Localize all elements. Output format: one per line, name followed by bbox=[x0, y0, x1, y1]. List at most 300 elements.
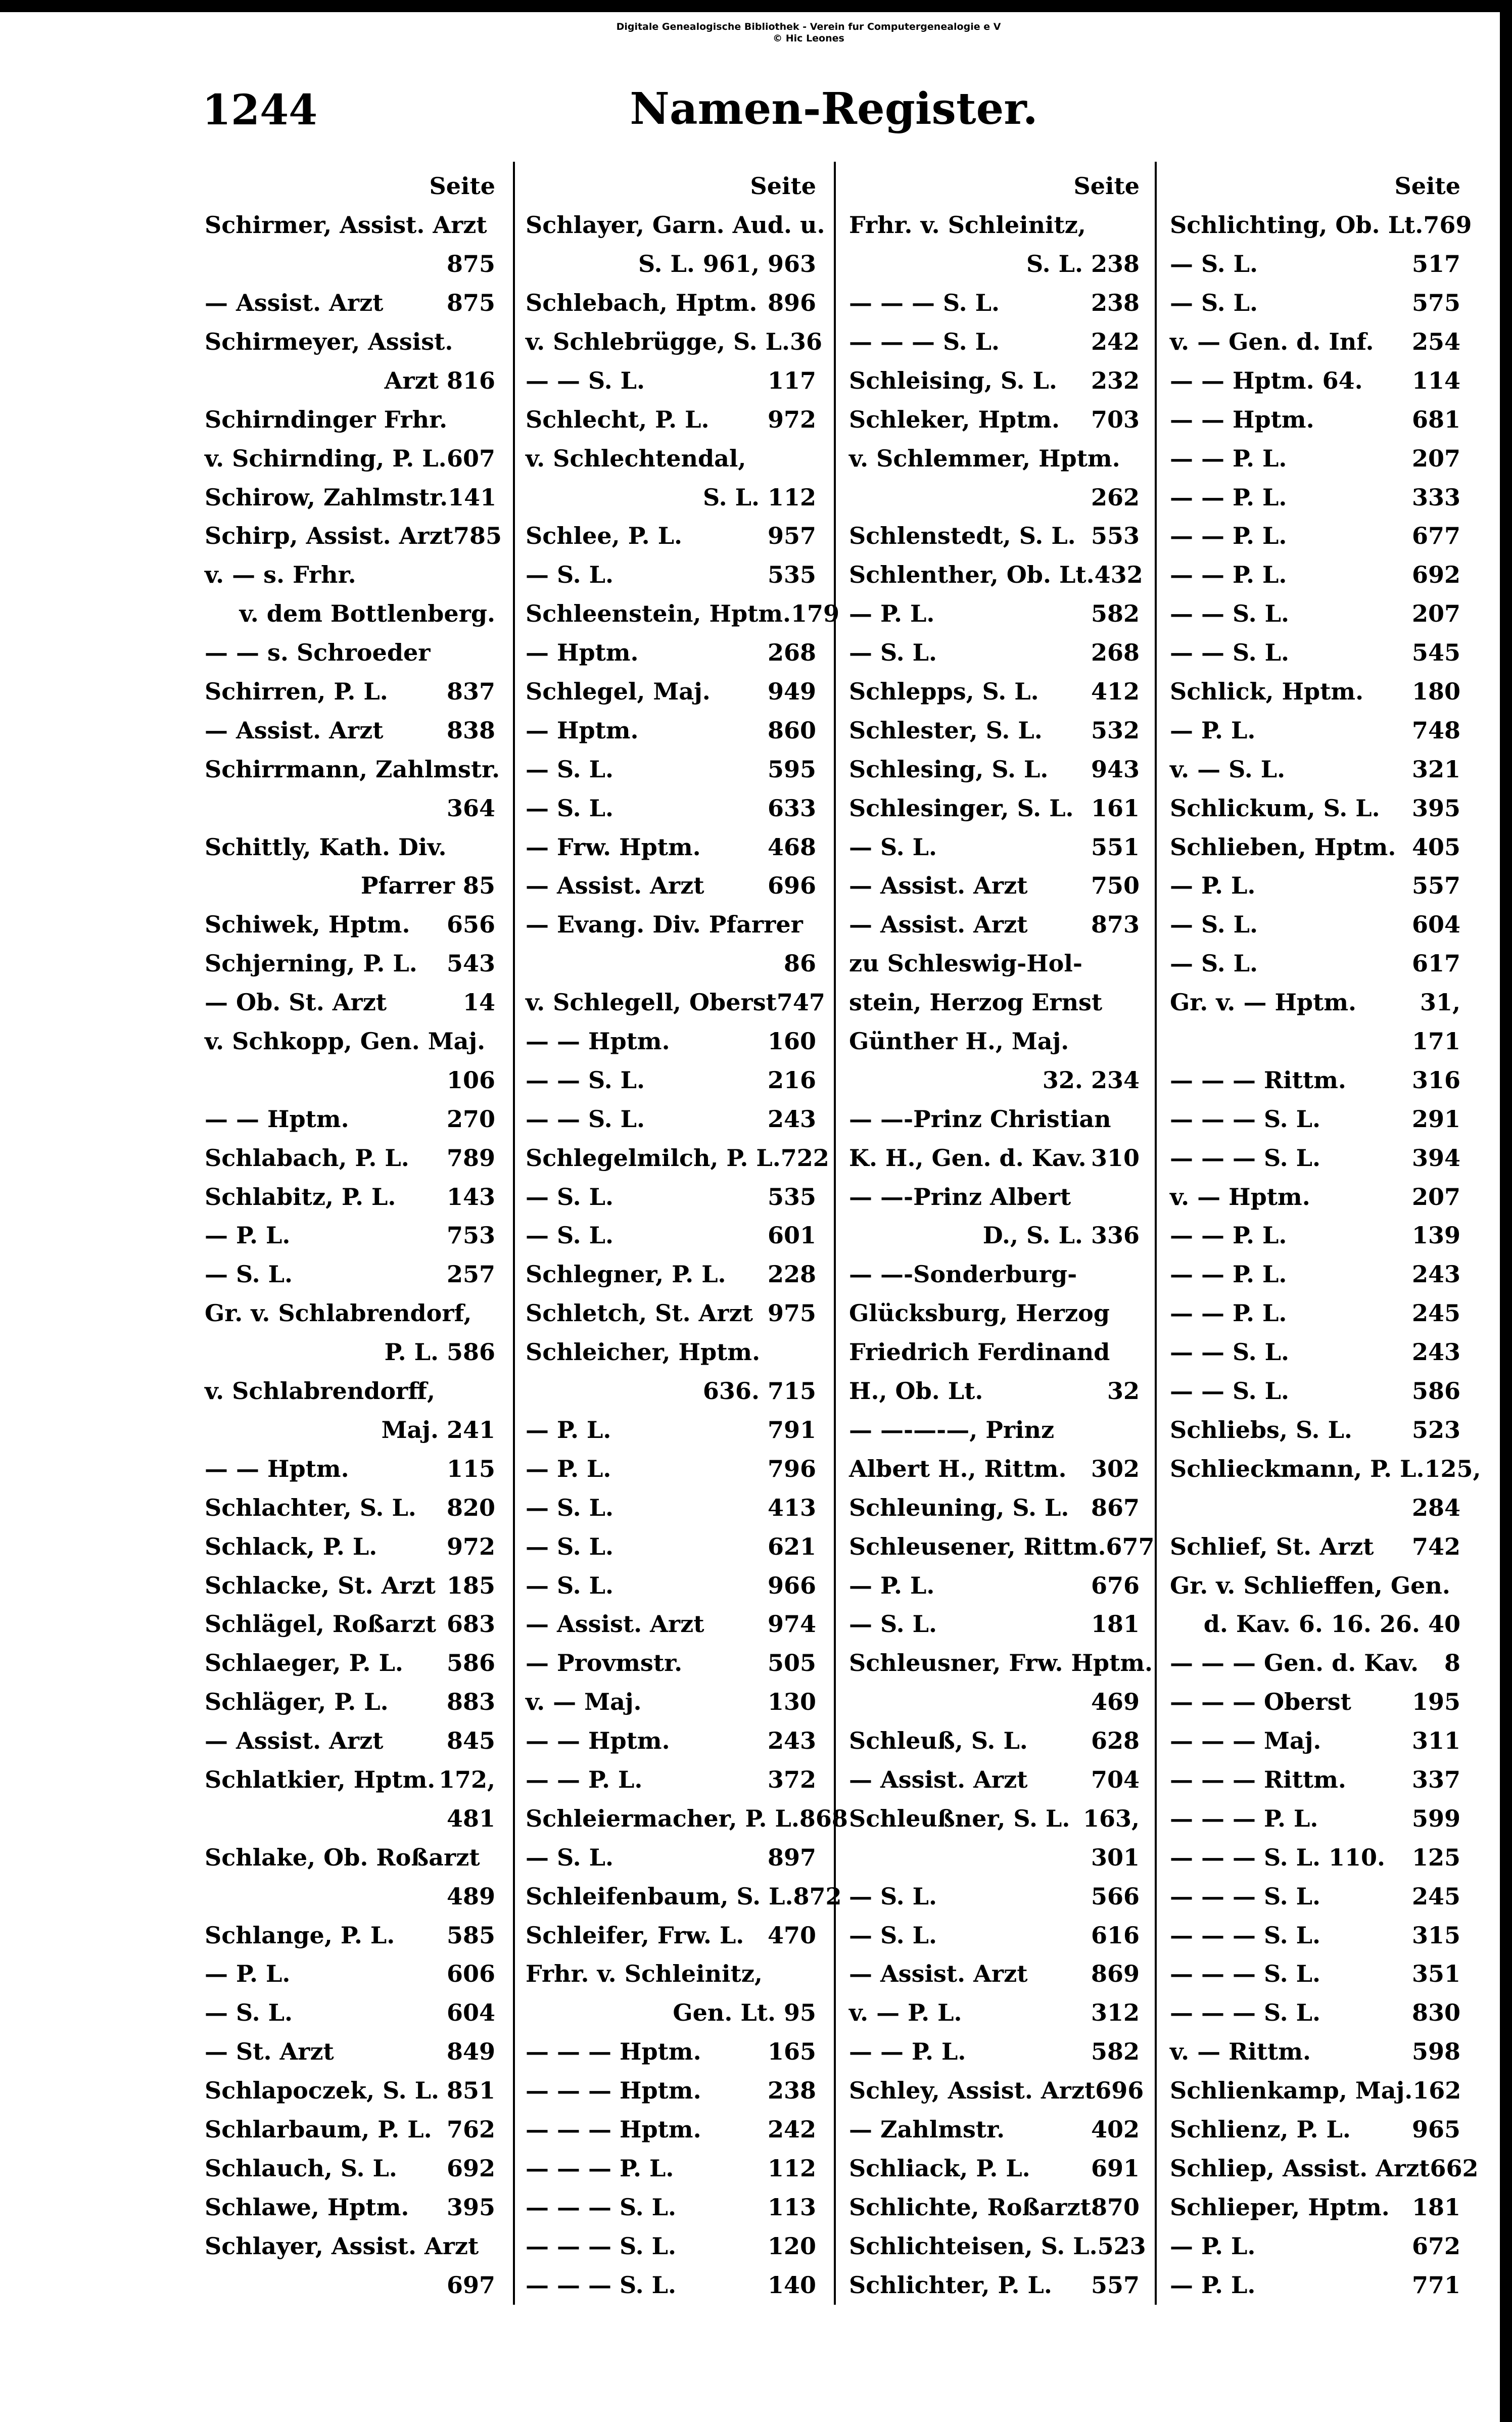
entry-name: — S. L. bbox=[849, 639, 937, 667]
entry-name: — — Hptm. bbox=[205, 1105, 349, 1133]
index-entry bbox=[1170, 750, 1460, 788]
entry-name: — — — P. L. bbox=[1170, 1804, 1318, 1832]
index-entry bbox=[205, 206, 495, 245]
index-entry bbox=[1170, 1372, 1460, 1411]
index-entry bbox=[849, 672, 1140, 711]
entry-name: — P. L. bbox=[205, 1222, 291, 1249]
index-entry bbox=[1170, 2032, 1460, 2071]
index-entry bbox=[526, 1838, 816, 1877]
entry-name: — — Hptm. bbox=[526, 1028, 670, 1055]
entry-page: 242 bbox=[767, 2115, 816, 2143]
index-entry bbox=[526, 1372, 816, 1411]
entry-name: Schlange, P. L. bbox=[205, 1921, 395, 1949]
index-entry bbox=[849, 361, 1140, 400]
index-entry bbox=[849, 400, 1140, 439]
entry-page: 607 bbox=[446, 444, 495, 472]
index-entry bbox=[849, 711, 1140, 750]
index-entry bbox=[849, 1683, 1140, 1721]
index-entry bbox=[1170, 827, 1460, 866]
entry-page: 742 bbox=[1411, 1532, 1460, 1560]
entry-page: 604 bbox=[1411, 911, 1460, 939]
index-entry bbox=[526, 983, 825, 1022]
index-entry bbox=[205, 1760, 495, 1799]
entry-page: 364 bbox=[446, 794, 495, 822]
index-entry bbox=[849, 1644, 1153, 1683]
entry-name: v. Schlegell, Oberst bbox=[526, 989, 777, 1016]
entry-name: — — — S. L. bbox=[1170, 1105, 1321, 1133]
index-entry bbox=[1170, 2187, 1460, 2226]
entry-page: 120 bbox=[767, 2232, 816, 2260]
entry-name: — — P. L. bbox=[1170, 561, 1287, 589]
entry-name: — — — S. L. bbox=[1170, 1921, 1321, 1949]
entry-page: 849 bbox=[446, 2038, 495, 2066]
entry-name: — — Hptm. 64. bbox=[1170, 366, 1363, 394]
index-entry bbox=[849, 2149, 1140, 2187]
index-entry bbox=[849, 1760, 1140, 1799]
index-entry bbox=[849, 478, 1140, 517]
entry-name: — S. L. bbox=[526, 794, 613, 822]
index-entry bbox=[205, 1527, 495, 1566]
index-entry bbox=[205, 2110, 495, 2149]
entry-page: 291 bbox=[1411, 1105, 1460, 1133]
entry-name: Schirmeyer, Assist. bbox=[205, 328, 453, 355]
index-entry bbox=[849, 1411, 1140, 1450]
entry-page: 321 bbox=[1411, 755, 1460, 783]
entry-page: 179 bbox=[791, 600, 840, 628]
entry-page: 395 bbox=[446, 2193, 495, 2221]
entry-name: Schliebs, S. L. bbox=[1170, 1416, 1352, 1443]
entry-name: — Assist. Arzt bbox=[526, 872, 704, 900]
entry-page: 469 bbox=[1091, 1688, 1140, 1716]
entry-name: Schlieckmann, P. L. bbox=[1170, 1455, 1425, 1482]
entry-page: 171 bbox=[1411, 1028, 1460, 1055]
entry-page: 228 bbox=[767, 1261, 816, 1288]
index-column-2 bbox=[526, 167, 848, 2304]
entry-name: — — S. L. bbox=[1170, 639, 1289, 667]
entry-page: 337 bbox=[1411, 1765, 1460, 1793]
column-header-seite: Seite bbox=[750, 172, 816, 200]
index-entry bbox=[526, 905, 816, 944]
index-entry bbox=[1170, 1216, 1460, 1255]
entry-name: — —-Prinz Albert bbox=[849, 1183, 1071, 1210]
entry-name: — — — Gen. d. Kav. bbox=[1170, 1649, 1419, 1677]
index-entry bbox=[205, 1683, 495, 1721]
entry-name: — St. Arzt bbox=[205, 2038, 334, 2066]
index-entry bbox=[205, 1916, 495, 1954]
entry-page: 302 bbox=[1091, 1455, 1140, 1482]
entry-page: 470 bbox=[767, 1921, 816, 1949]
entry-page: 557 bbox=[1411, 872, 1460, 900]
entry-name: — P. L. bbox=[526, 1416, 611, 1443]
index-entry bbox=[205, 905, 495, 944]
index-entry bbox=[205, 1799, 495, 1838]
index-entry bbox=[205, 517, 502, 555]
entry-page: S. L. 961, 963 bbox=[638, 250, 816, 278]
entry-name: — Assist. Arzt bbox=[849, 911, 1028, 939]
index-entry bbox=[205, 1721, 495, 1760]
credit-line-1: Digitale Genealogische Bibliothek - Verein fur Computergenealogie e V bbox=[616, 21, 1001, 32]
entry-page: 943 bbox=[1091, 755, 1140, 783]
entry-page: 232 bbox=[1091, 366, 1140, 394]
entry-name: — Assist. Arzt bbox=[849, 1765, 1028, 1793]
index-entry bbox=[849, 1060, 1140, 1099]
index-entry bbox=[205, 2149, 495, 2187]
index-entry bbox=[849, 1488, 1140, 1527]
index-entry bbox=[526, 1760, 816, 1799]
index-entry bbox=[849, 1294, 1140, 1333]
index-entry bbox=[205, 1449, 495, 1488]
entry-name: Gr. v. — Hptm. bbox=[1170, 989, 1357, 1016]
entry-name: v. — Hptm. bbox=[1170, 1183, 1310, 1210]
entry-name: — S. L. bbox=[849, 1882, 937, 1910]
entry-name: — —-—-—, Prinz bbox=[849, 1416, 1055, 1443]
index-entry bbox=[526, 1333, 816, 1372]
entry-page: 207 bbox=[1411, 444, 1460, 472]
entry-name: — — — S. L. bbox=[526, 2232, 677, 2260]
index-entry bbox=[205, 2032, 495, 2071]
index-entry bbox=[205, 245, 495, 284]
index-entry bbox=[526, 1060, 816, 1099]
entry-page: Gen. Lt. 95 bbox=[673, 1999, 816, 2027]
entry-name: Frhr. v. Schleinitz, bbox=[526, 1960, 763, 1988]
entry-page: 489 bbox=[446, 1882, 495, 1910]
entry-name: — S. L. bbox=[1170, 950, 1258, 977]
entry-page: 284 bbox=[1411, 1494, 1460, 1521]
index-entry bbox=[526, 1488, 816, 1527]
entry-page: 180 bbox=[1411, 678, 1460, 706]
entry-name: K. H., Gen. d. Kav. bbox=[849, 1144, 1086, 1172]
entry-name: — —-Sonderburg- bbox=[849, 1261, 1077, 1288]
entry-page: 238 bbox=[767, 2077, 816, 2105]
entry-page: 505 bbox=[767, 1649, 816, 1677]
index-entry bbox=[1170, 633, 1460, 672]
entry-name: Schleuß, S. L. bbox=[849, 1727, 1028, 1755]
entry-page: 796 bbox=[767, 1455, 816, 1482]
index-entry bbox=[205, 478, 495, 517]
entry-name: — — — S. L. bbox=[526, 2193, 677, 2221]
index-entry bbox=[1170, 1799, 1460, 1838]
entry-name: v. Schlechtendal, bbox=[526, 444, 746, 472]
entry-name: — P. L. bbox=[1170, 2232, 1256, 2260]
entry-name: v. — s. Frhr. bbox=[205, 561, 356, 589]
index-entry bbox=[849, 245, 1140, 284]
entry-page: 161 bbox=[1091, 794, 1140, 822]
entry-name: — — — S. L. bbox=[849, 328, 1000, 355]
entry-name: zu Schleswig-Hol- bbox=[849, 950, 1082, 977]
entry-name: — S. L. bbox=[849, 1921, 937, 1949]
entry-page: 125 bbox=[1411, 1843, 1460, 1871]
entry-page: 413 bbox=[767, 1494, 816, 1521]
entry-name: Schletch, St. Arzt bbox=[526, 1299, 753, 1327]
entry-page: 604 bbox=[446, 1999, 495, 2027]
index-entry bbox=[205, 322, 495, 361]
entry-name: Schley, Assist. Arzt bbox=[849, 2077, 1096, 2105]
index-column-3 bbox=[849, 167, 1155, 2304]
index-entry bbox=[205, 672, 495, 711]
index-entry bbox=[526, 1566, 816, 1605]
index-entry bbox=[205, 1138, 495, 1177]
entry-name: v. — Gen. d. Inf. bbox=[1170, 328, 1374, 355]
index-entry bbox=[849, 1372, 1140, 1411]
index-entry bbox=[1170, 944, 1460, 983]
entry-page: 851 bbox=[446, 2077, 495, 2105]
entry-page: 517 bbox=[1411, 250, 1460, 278]
column-divider bbox=[834, 162, 836, 2305]
entry-page: 243 bbox=[1411, 1261, 1460, 1288]
index-entry bbox=[205, 1644, 495, 1683]
entry-name: H., Ob. Lt. bbox=[849, 1377, 983, 1405]
index-entry bbox=[526, 1294, 816, 1333]
entry-name: Schlarbaum, P. L. bbox=[205, 2115, 432, 2143]
index-entry bbox=[849, 2071, 1144, 2110]
index-entry bbox=[1170, 284, 1460, 322]
index-entry bbox=[205, 284, 495, 322]
index-entry bbox=[849, 322, 1140, 361]
index-entry bbox=[205, 1993, 495, 2032]
entry-page: 696 bbox=[1095, 2077, 1144, 2105]
index-entry bbox=[526, 672, 816, 711]
entry-name: — P. L. bbox=[849, 1571, 935, 1599]
entry-name: — S. L. bbox=[526, 1183, 613, 1210]
index-entry bbox=[205, 788, 495, 827]
index-entry bbox=[1170, 1333, 1460, 1372]
entry-page: 262 bbox=[1091, 483, 1140, 511]
entry-page: 656 bbox=[446, 911, 495, 939]
index-entry bbox=[1170, 672, 1460, 711]
entry-page: 333 bbox=[1411, 483, 1460, 511]
entry-page: 8 bbox=[1444, 1649, 1460, 1677]
index-entry bbox=[526, 2187, 816, 2226]
entry-name: — — — S. L. bbox=[849, 289, 1000, 317]
index-entry bbox=[205, 1099, 495, 1138]
entry-name: Schirow, Zahlmstr. bbox=[205, 483, 448, 511]
entry-page: 468 bbox=[767, 833, 816, 861]
entry-name: Schlebach, Hptm. bbox=[526, 289, 758, 317]
entry-name: Schlichteisen, S. L. bbox=[849, 2232, 1098, 2260]
entry-name: v. Schlebrügge, S. L. bbox=[526, 328, 790, 355]
entry-page: 553 bbox=[1091, 522, 1140, 550]
index-entry bbox=[1170, 517, 1460, 555]
entry-page: 106 bbox=[446, 1066, 495, 1094]
index-entry bbox=[1170, 2265, 1460, 2304]
entry-page: 692 bbox=[446, 2154, 495, 2182]
entry-name: Schlepps, S. L. bbox=[849, 678, 1039, 706]
entry-page: 139 bbox=[1411, 1222, 1460, 1249]
index-entry bbox=[849, 1838, 1140, 1877]
entry-page: 207 bbox=[1411, 600, 1460, 628]
index-entry bbox=[849, 944, 1140, 983]
index-entry bbox=[1170, 1488, 1460, 1527]
entry-name: — — S. L. bbox=[1170, 1338, 1289, 1366]
index-entry bbox=[526, 2265, 816, 2304]
index-entry bbox=[205, 633, 495, 672]
index-entry bbox=[1170, 1177, 1460, 1216]
index-entry bbox=[526, 1799, 848, 1838]
index-entry bbox=[849, 866, 1140, 905]
entry-page: 315 bbox=[1411, 1921, 1460, 1949]
entry-name: — — S. L. bbox=[526, 1066, 645, 1094]
index-entry bbox=[849, 284, 1140, 322]
entry-page: 481 bbox=[446, 1804, 495, 1832]
entry-page: 586 bbox=[1411, 1377, 1460, 1405]
entry-name: v. — S. L. bbox=[1170, 755, 1286, 783]
entry-page: v. dem Bottlenberg. bbox=[239, 600, 495, 628]
entry-page: 216 bbox=[767, 1066, 816, 1094]
entry-page: 185 bbox=[446, 1571, 495, 1599]
entry-page: 771 bbox=[1411, 2271, 1460, 2299]
entry-page: 125, bbox=[1424, 1455, 1481, 1482]
entry-page: 268 bbox=[767, 639, 816, 667]
entry-page: 606 bbox=[446, 1960, 495, 1988]
entry-name: Schittly, Kath. Div. bbox=[205, 833, 447, 861]
entry-page: 633 bbox=[767, 794, 816, 822]
index-entry bbox=[526, 2071, 816, 2110]
entry-name: Schirmer, Assist. Arzt bbox=[205, 211, 487, 239]
entry-page: 301 bbox=[1091, 1843, 1140, 1871]
entry-name: Albert H., Rittm. bbox=[849, 1455, 1067, 1482]
entry-page: 621 bbox=[767, 1532, 816, 1560]
index-entry bbox=[1170, 206, 1472, 245]
index-entry bbox=[526, 1411, 816, 1450]
entry-page: 662 bbox=[1430, 2154, 1479, 2182]
entry-page: 785 bbox=[453, 522, 502, 550]
entry-name: Schlake, Ob. Roßarzt bbox=[205, 1843, 480, 1871]
entry-page: 243 bbox=[767, 1105, 816, 1133]
entry-name: — — P. L. bbox=[1170, 522, 1287, 550]
entry-page: 672 bbox=[1411, 2232, 1460, 2260]
entry-name: — — P. L. bbox=[1170, 1261, 1287, 1288]
entry-name: — — — S. L. bbox=[1170, 1144, 1321, 1172]
index-entry bbox=[1170, 1877, 1460, 1916]
index-column-4 bbox=[1170, 167, 1481, 2304]
entry-name: Schlenther, Ob. Lt. bbox=[849, 561, 1095, 589]
entry-name: Schlee, P. L. bbox=[526, 522, 683, 550]
entry-name: — Assist. Arzt bbox=[205, 1727, 384, 1755]
entry-page: 617 bbox=[1411, 950, 1460, 977]
entry-name: — S. L. bbox=[526, 1532, 613, 1560]
entry-page: 867 bbox=[1091, 1494, 1140, 1521]
entry-page: 115 bbox=[446, 1455, 495, 1482]
entry-name: — — P. L. bbox=[526, 1765, 643, 1793]
index-entry bbox=[1170, 594, 1460, 633]
index-entry bbox=[849, 2032, 1140, 2071]
entry-page: 243 bbox=[767, 1727, 816, 1755]
index-entry bbox=[526, 1138, 829, 1177]
index-entry bbox=[1170, 1294, 1460, 1333]
entry-page: 245 bbox=[1411, 1882, 1460, 1910]
index-entry bbox=[1170, 1255, 1460, 1294]
entry-page: 791 bbox=[767, 1416, 816, 1443]
entry-name: v. — Maj. bbox=[526, 1688, 642, 1716]
entry-name: Schlegel, Maj. bbox=[526, 678, 711, 706]
entry-name: Schleising, S. L. bbox=[849, 366, 1057, 394]
index-entry bbox=[1170, 2226, 1460, 2265]
index-entry bbox=[849, 1177, 1140, 1216]
entry-name: — —-Prinz Christian bbox=[849, 1105, 1111, 1133]
entry-page: 820 bbox=[446, 1494, 495, 1521]
index-entry bbox=[849, 1333, 1140, 1372]
index-entry bbox=[1170, 1721, 1460, 1760]
entry-name: Schlawe, Hptm. bbox=[205, 2193, 409, 2221]
index-entry bbox=[526, 2226, 816, 2265]
entry-page: 535 bbox=[767, 1183, 816, 1210]
index-entry bbox=[526, 788, 816, 827]
entry-name: Schlägel, Roßarzt bbox=[205, 1610, 437, 1638]
entry-name: Glücksburg, Herzog bbox=[849, 1299, 1110, 1327]
entry-name: Gr. v. Schlieffen, Gen. bbox=[1170, 1571, 1450, 1599]
entry-name: Schlegner, P. L. bbox=[526, 1261, 726, 1288]
entry-page: 676 bbox=[1091, 1571, 1140, 1599]
entry-name: Schlabach, P. L. bbox=[205, 1144, 409, 1172]
index-entry bbox=[526, 1605, 816, 1644]
entry-page: 975 bbox=[767, 1299, 816, 1327]
index-entry bbox=[205, 983, 495, 1022]
index-entry bbox=[205, 1255, 495, 1294]
entry-name: Schlichte, Roßarzt bbox=[849, 2193, 1091, 2221]
entry-page: 117 bbox=[767, 366, 816, 394]
entry-page: Arzt 816 bbox=[384, 366, 495, 394]
entry-page: 113 bbox=[767, 2193, 816, 2221]
entry-name: — S. L. bbox=[205, 1261, 293, 1288]
entry-page: 974 bbox=[767, 1610, 816, 1638]
index-entry bbox=[849, 1954, 1140, 1993]
entry-page: 545 bbox=[1411, 639, 1460, 667]
index-entry bbox=[1170, 1138, 1460, 1177]
index-entry bbox=[526, 1022, 816, 1061]
entry-page: 311 bbox=[1411, 1727, 1460, 1755]
entry-page: 402 bbox=[1091, 2115, 1140, 2143]
entry-name: — S. L. bbox=[1170, 911, 1258, 939]
entry-name: Schlienz, P. L. bbox=[1170, 2115, 1351, 2143]
index-entry bbox=[849, 827, 1140, 866]
page-number: 1244 bbox=[202, 86, 318, 134]
entry-name: Schleenstein, Hptm. bbox=[526, 600, 791, 628]
entry-name: Schlenstedt, S. L. bbox=[849, 522, 1076, 550]
entry-name: — P. L. bbox=[1170, 716, 1256, 744]
index-entry bbox=[205, 1488, 495, 1527]
index-entry bbox=[526, 245, 816, 284]
index-entry bbox=[526, 1177, 816, 1216]
entry-name: — S. L. bbox=[1170, 250, 1258, 278]
entry-page: 838 bbox=[446, 716, 495, 744]
index-entry bbox=[849, 1605, 1140, 1644]
entry-name: v. Schlemmer, Hptm. bbox=[849, 444, 1120, 472]
entry-name: Schleifer, Frw. L. bbox=[526, 1921, 744, 1949]
entry-name: Schlester, S. L. bbox=[849, 716, 1043, 744]
index-entry bbox=[849, 1216, 1140, 1255]
entry-name: Schleuning, S. L. bbox=[849, 1494, 1069, 1521]
entry-page: 965 bbox=[1411, 2115, 1460, 2143]
entry-page: 616 bbox=[1091, 1921, 1140, 1949]
entry-name: Schliack, P. L. bbox=[849, 2154, 1030, 2182]
entry-page: 966 bbox=[767, 1571, 816, 1599]
entry-page: 523 bbox=[1411, 1416, 1460, 1443]
index-entry bbox=[849, 594, 1140, 633]
index-entry bbox=[1170, 1644, 1460, 1683]
entry-name: Schlichter, P. L. bbox=[849, 2271, 1052, 2299]
index-entry bbox=[526, 1449, 816, 1488]
index-entry bbox=[205, 555, 495, 594]
entry-name: — — P. L. bbox=[849, 2038, 966, 2066]
entry-name: Gr. v. Schlabrendorf, bbox=[205, 1299, 472, 1327]
index-entry bbox=[526, 478, 816, 517]
entry-page: Maj. 241 bbox=[381, 1416, 495, 1443]
entry-name: — — — Hptm. bbox=[526, 2115, 701, 2143]
entry-page: 140 bbox=[767, 2271, 816, 2299]
scan-border-top bbox=[0, 0, 1512, 12]
entry-page: 36 bbox=[789, 328, 822, 355]
entry-page: 270 bbox=[446, 1105, 495, 1133]
